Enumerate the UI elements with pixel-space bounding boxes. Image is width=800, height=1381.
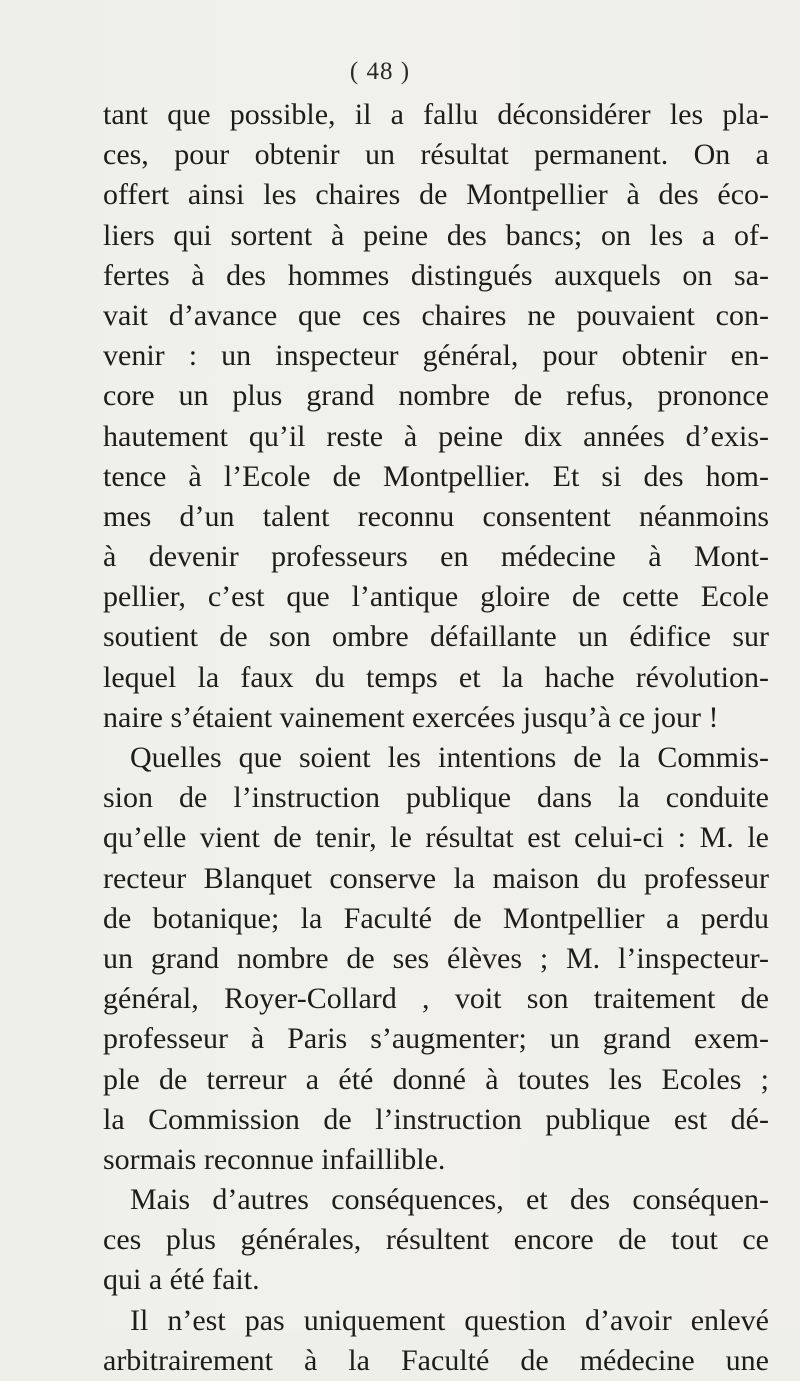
body-text bbox=[103, 95, 769, 1381]
text-line: lequel la faux du temps et la hache révolution- bbox=[103, 660, 769, 694]
text-line: hautement qu’il reste à peine dix années d’exis- bbox=[103, 419, 769, 453]
text-line: ple de terreur a été donné à toutes les Ecoles ; bbox=[103, 1062, 769, 1096]
text-line: sion de l’instruction publique dans la conduite bbox=[103, 781, 769, 815]
text-line: ces, pour obtenir un résultat permanent. On a bbox=[103, 138, 769, 172]
text-line: de botanique; la Faculté de Montpellier a perdu bbox=[103, 901, 769, 935]
text-line: naire s’étaient vainement exercées jusqu’à ce jour ! bbox=[103, 700, 719, 734]
text-line: arbitrairement à la Faculté de médecine une bbox=[103, 1343, 769, 1377]
text-line: fertes à des hommes distingués auxquels on sa- bbox=[103, 258, 769, 292]
text-line: qu’elle vient de tenir, le résultat est celui-ci : M. le bbox=[103, 821, 769, 855]
text-line: un grand nombre de ses élèves ; M. l’inspecteur- bbox=[103, 941, 769, 975]
text-line: Quelles que soient les intentions de la Commis- bbox=[130, 741, 769, 774]
text-line: professeur à Paris s’augmenter; un grand exem- bbox=[103, 1022, 769, 1056]
text-line: venir : un inspecteur général, pour obtenir en- bbox=[103, 339, 769, 373]
text-line: Il n’est pas uniquement question d’avoir enlevé bbox=[130, 1303, 769, 1337]
page-number: ( 48 ) bbox=[349, 58, 411, 85]
text-line: général, Royer-Collard , voit son traitement de bbox=[103, 982, 769, 1016]
text-line: tence à l’Ecole de Montpellier. Et si des hom- bbox=[103, 459, 769, 493]
text-line: sormais reconnue infaillible. bbox=[103, 1142, 446, 1176]
text-line: pellier, c’est que l’antique gloire de cette Ecole bbox=[103, 580, 769, 614]
text-line: liers qui sortent à peine des bancs; on les a of- bbox=[103, 218, 769, 252]
text-line: recteur Blanquet conserve la maison du professeur bbox=[103, 861, 769, 895]
text-line: vait d’avance que ces chaires ne pouvaient con- bbox=[103, 298, 769, 332]
text-line: soutient de son ombre défaillante un édifice sur bbox=[103, 620, 769, 654]
text-line: ces plus générales, résultent encore de tout ce bbox=[103, 1223, 769, 1257]
text-line: la Commission de l’instruction publique est dé- bbox=[103, 1102, 769, 1136]
text-line: à devenir professeurs en médecine à Mont- bbox=[103, 540, 769, 574]
text-line: mes d’un talent reconnu consentent néanmoins bbox=[103, 499, 769, 533]
text-line: offert ainsi les chaires de Montpellier à des éco- bbox=[103, 178, 769, 212]
text-line: qui a été fait. bbox=[103, 1263, 260, 1297]
text-line: core un plus grand nombre de refus, prononce bbox=[103, 379, 769, 413]
text-line: tant que possible, il a fallu déconsidérer les pla- bbox=[103, 98, 769, 131]
text-line: Mais d’autres conséquences, et des conséquen- bbox=[130, 1183, 769, 1217]
